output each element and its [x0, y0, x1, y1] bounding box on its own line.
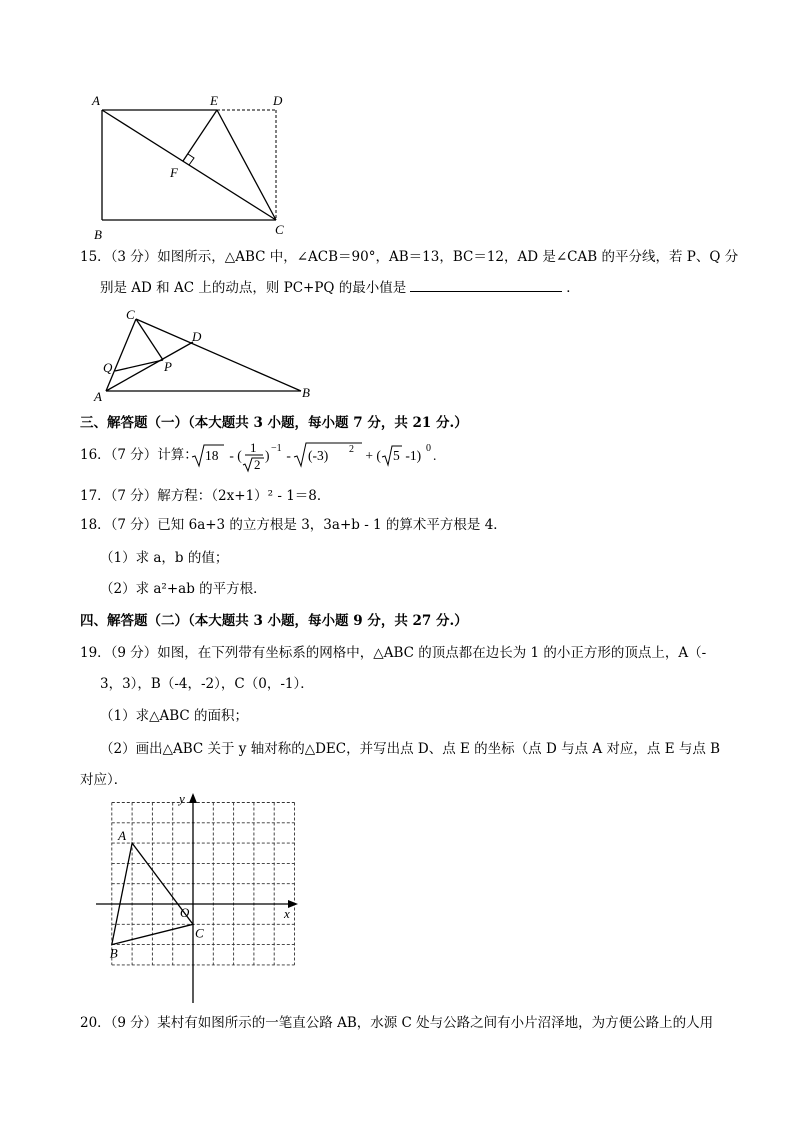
q16-sqrt18: 18	[205, 448, 219, 463]
q17-line: 17．（7 分）解方程：（2x+1）² - 1＝8．	[80, 488, 331, 504]
label-a: A	[118, 828, 127, 844]
edge-ef	[183, 110, 217, 161]
q16-frac-num: 1	[250, 440, 257, 455]
label-d: D	[192, 329, 202, 344]
label-c: C	[126, 307, 135, 322]
right-angle-mark	[188, 154, 194, 165]
q16-frac-den: 2	[254, 457, 261, 472]
q16-minus1: -1)	[402, 448, 422, 463]
q15-answer-blank[interactable]	[410, 278, 562, 292]
q15-line2	[100, 278, 580, 297]
q18-sub1: （1）求 a，b 的值；	[100, 550, 229, 566]
q15-line2-text: 别是 AD 和 AC 上的动点，则 PC+PQ 的最小值是	[100, 280, 407, 296]
label-b: B	[94, 227, 102, 242]
q16-exp0: 0	[426, 443, 431, 454]
q18-sub2: （2）求 a²+ab 的平方根．	[100, 581, 267, 597]
q16-formula	[190, 436, 450, 474]
figure-rectangle-aecf	[80, 88, 300, 248]
label-q: Q	[103, 360, 113, 375]
section4-title: 四、解答题（二）（本大题共 3 小题，每小题 9 分，共 27 分.）	[80, 613, 468, 629]
q19-sub2b: 对应）．	[80, 772, 128, 788]
q16-minus2: -	[283, 448, 295, 463]
label-d: D	[273, 93, 283, 108]
q19-sub2: （2）画出△ABC 关于 y 轴对称的△DEC，并写出点 D、点 E 的坐标（点 D 与点 A 对应，点 E 与点 B	[100, 741, 721, 757]
q19-line1: 19．（9 分）如图，在下列带有坐标系的网格中，△ABC 的顶点都在边长为 1 的小正方形的顶点上，A（-	[80, 645, 707, 661]
edge-ac	[106, 319, 136, 391]
label-c: C	[275, 222, 284, 237]
label-f: F	[170, 165, 178, 180]
label-c: C	[195, 925, 204, 941]
label-y-axis: y	[179, 791, 185, 806]
q19-sub1: （1）求△ABC 的面积；	[100, 708, 249, 724]
label-b: B	[109, 945, 118, 961]
section3-title: 三、解答题（一）（本大题共 3 小题，每小题 7 分，共 21 分.）	[80, 415, 468, 431]
label-origin: O	[180, 905, 190, 920]
label-a: A	[92, 93, 100, 108]
q16-exp-neg1: −1	[271, 443, 282, 454]
q16-plus: + (	[362, 448, 381, 463]
label-a: A	[94, 389, 102, 404]
edge-qp	[115, 360, 163, 371]
q16-line	[80, 446, 198, 464]
q16-end: .	[433, 448, 437, 463]
edge-ad	[106, 342, 193, 391]
q15-line1: 15．（3 分）如图所示，△ABC 中，∠ACB＝90°，AB＝13，BC＝12，AD 是∠CAB 的平分线，若 P、Q 分	[80, 249, 739, 265]
q18-line: 18．（7 分）已知 6a+3 的立方根是 3，3a+b - 1 的算术平方根是 4．	[80, 517, 507, 533]
q20-line: 20．（9 分）某村有如图所示的一笔直公路 AB，水源 C 处与公路之间有小片沼泽地，为方便公路上的人用	[80, 1015, 714, 1031]
figure-triangle-abc	[88, 305, 328, 405]
edge-cb	[136, 319, 301, 391]
label-p: P	[164, 359, 172, 374]
label-x-axis: x	[284, 906, 290, 921]
q16-inner: (-3)	[308, 448, 329, 463]
coordinate-grid-figure	[88, 787, 308, 1005]
q16-sqrt5: 5	[393, 448, 400, 463]
q15-line2-end: ．	[566, 280, 580, 296]
edge-ec	[217, 110, 276, 220]
q16-prefix: 16．（7 分）计算：	[80, 447, 198, 463]
q16-inner-exp: 2	[349, 444, 354, 455]
q19-line2: 3，3），B（-4，-2），C（0，-1）．	[100, 676, 314, 692]
y-axis-arrow	[189, 793, 197, 803]
label-e: E	[210, 93, 218, 108]
q16-minus: - (	[226, 448, 242, 463]
label-b: B	[302, 385, 310, 400]
q16-close: )	[265, 448, 270, 463]
